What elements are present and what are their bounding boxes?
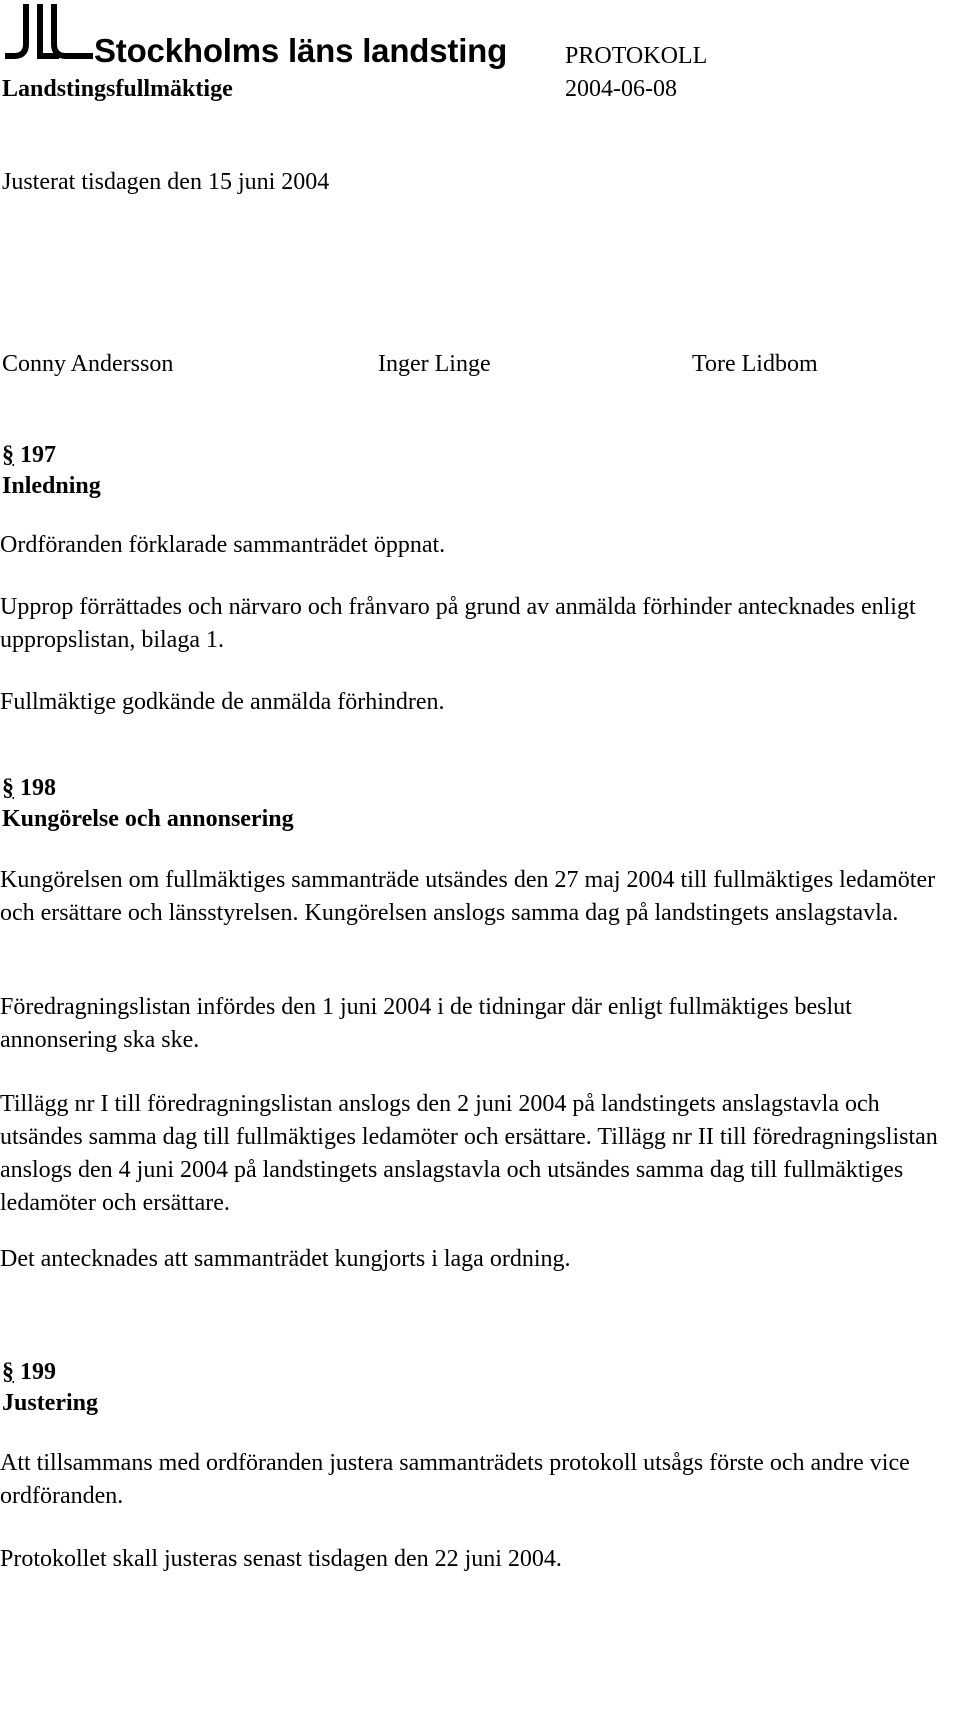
paragraph-199-1: Att tillsammans med ordföranden justera sammanträdets protokoll utsågs förste och andre vice ordföranden. [0, 1450, 910, 1509]
section-number-198 [2, 776, 56, 800]
signatory-3: Tore Lidbom [692, 351, 818, 377]
section-title-197: Inledning [2, 473, 101, 499]
assembly-name: Landstingsfullmäktige [2, 76, 233, 102]
paragraph-197-1: Ordföranden förklarade sammanträdet öppnat. [0, 532, 446, 558]
section-number: 199 [20, 1359, 56, 1385]
section-number-199 [2, 1360, 56, 1384]
organization-logo [4, 4, 508, 74]
paragraph-198-4: Det antecknades att sammanträdet kungjorts i laga ordning. [0, 1246, 571, 1272]
section-symbol: § [2, 775, 14, 801]
paragraph-197-2: Upprop förrättades och närvaro och frånvaro på grund av anmälda förhinder antecknades enligt uppropslistan, bilaga 1. [0, 594, 916, 653]
adjusted-note: Justerat tisdagen den 15 juni 2004 [2, 169, 330, 195]
section-number: 197 [20, 442, 56, 468]
signatory-1: Conny Andersson [2, 351, 174, 377]
section-title-199: Justering [2, 1390, 98, 1416]
section-number: 198 [20, 775, 56, 801]
paragraph-199-2: Protokollet skall justeras senast tisdagen den 22 juni 2004. [0, 1546, 562, 1572]
section-number-197 [2, 443, 56, 467]
paragraph-197-3: Fullmäktige godkände de anmälda förhindren. [0, 689, 445, 715]
paragraph-198-3: Tillägg nr I till föredragningslistan anslogs den 2 juni 2004 på landstingets anslagstavla och utsändes samma dag till fullmäktiges ledamöter och ersättare. Tillägg nr II till föredragningslistan anslogs den 4 juni 2004 på landstingets anslagstavla och utsändes samma dag till fullmäktiges ledamöter och ersättare. [0, 1091, 938, 1216]
meeting-date: 2004-06-08 [565, 76, 677, 102]
section-symbol: § [2, 1359, 14, 1385]
paragraph-198-2: Föredragningslistan infördes den 1 juni 2004 i de tidningar där enligt fullmäktiges beslut annonsering ska ske. [0, 994, 852, 1053]
paragraph-198-1: Kungörelsen om fullmäktiges sammanträde utsändes den 27 maj 2004 till fullmäktiges ledamöter och ersättare och länsstyrelsen. Kungörelsen anslogs samma dag på landstingets anslagstavla. [0, 867, 936, 926]
section-symbol: § [2, 442, 14, 468]
section-title-198: Kungörelse och annonsering [2, 806, 294, 832]
document-type: PROTOKOLL [565, 43, 708, 69]
organization-name: Stockholms läns landsting [94, 32, 508, 69]
signatory-2: Inger Linge [378, 351, 491, 377]
logo-mark-icon [4, 4, 94, 74]
